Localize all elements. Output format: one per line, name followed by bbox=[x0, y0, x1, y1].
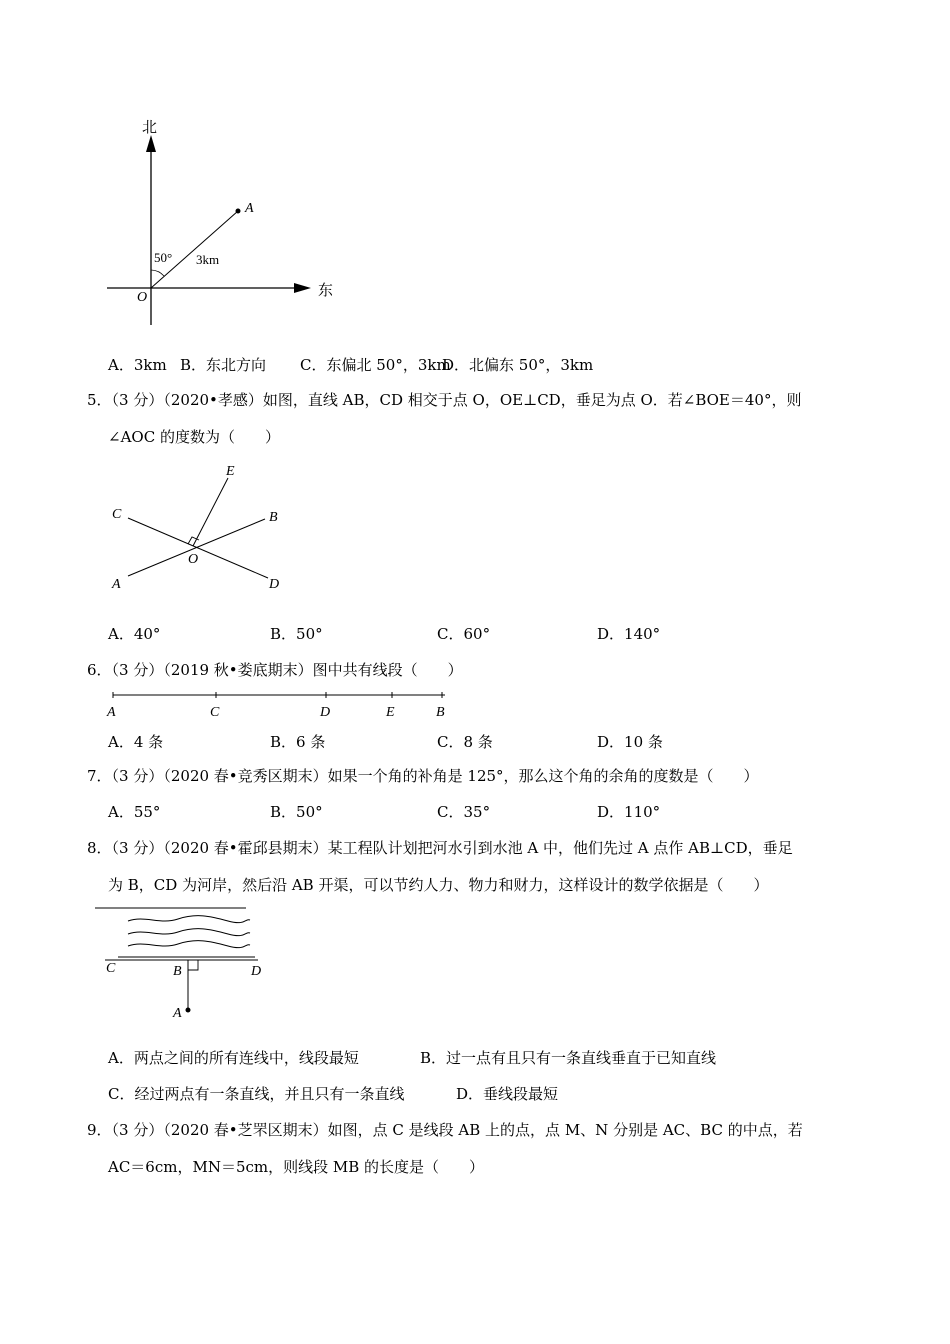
q6-stem: 6．（3 分）（2019 秋•娄底期末）图中共有线段（ ） bbox=[87, 661, 463, 679]
label-c: C bbox=[106, 961, 116, 976]
q5-option-d: D．140° bbox=[597, 625, 661, 643]
point-label: D bbox=[320, 705, 331, 720]
origin-label: O bbox=[137, 290, 148, 305]
q6-option-a: A．4 条 bbox=[108, 733, 164, 751]
angle-label: 50° bbox=[154, 250, 173, 265]
q9-stem-line2: AC＝6cm，MN＝5cm，则线段 MB 的长度是（ ） bbox=[108, 1158, 485, 1176]
q5-option-b: B．50° bbox=[270, 625, 323, 643]
q4-option-b: B．东北方向 bbox=[180, 356, 267, 374]
point-a-label: A bbox=[245, 201, 254, 216]
point-label: A bbox=[107, 705, 116, 720]
point-label: C bbox=[210, 705, 220, 720]
point-label: E bbox=[386, 705, 395, 720]
label-o: O bbox=[188, 552, 199, 567]
q7-option-c: C．35° bbox=[437, 803, 491, 821]
q5-stem-line1: 5．（3 分）（2020•孝感）如图，直线 AB，CD 相交于点 O，OE⊥CD，垂足为点 O．若∠BOE＝40°，则 bbox=[87, 391, 802, 409]
east-label: 东 bbox=[318, 281, 334, 299]
q5-option-a: A．40° bbox=[108, 625, 161, 643]
q8-option-c: C．经过两点有一条直线，并且只有一条直线 bbox=[108, 1085, 405, 1103]
q8-option-d: D．垂线段最短 bbox=[456, 1085, 559, 1103]
q4-option-a: A．3km bbox=[108, 356, 167, 374]
north-label: 北 bbox=[142, 118, 158, 136]
label-d: D bbox=[251, 964, 262, 979]
q8-option-b: B．过一点有且只有一条直线垂直于已知直线 bbox=[420, 1049, 717, 1067]
q4-option-d: D．北偏东 50°，3km bbox=[442, 356, 594, 374]
q8-stem-line1: 8．（3 分）（2020 春•霍邱县期末）某工程队计划把河水引到水池 A 中，他们先过 A 点作 AB⊥CD，垂足 bbox=[87, 839, 793, 857]
q7-option-a: A．55° bbox=[108, 803, 161, 821]
q7-stem: 7．（3 分）（2020 春•竞秀区期末）如果一个角的补角是 125°，那么这个角的余角的度数是（ ） bbox=[87, 767, 759, 785]
q6-option-d: D．10 条 bbox=[597, 733, 663, 751]
label-a: A bbox=[173, 1006, 182, 1021]
q5-option-c: C．60° bbox=[437, 625, 491, 643]
q6-option-c: C．8 条 bbox=[437, 733, 493, 751]
q5-stem-line2: ∠AOC 的度数为（ ） bbox=[108, 428, 280, 446]
q8-option-a: A．两点之间的所有连线中，线段最短 bbox=[108, 1049, 359, 1067]
q6-option-b: B．6 条 bbox=[270, 733, 326, 751]
q7-option-b: B．50° bbox=[270, 803, 323, 821]
q7-option-d: D．110° bbox=[597, 803, 661, 821]
q8-stem-line2: 为 B，CD 为河岸，然后沿 AB 开渠，可以节约人力、物力和财力，这样设计的数学依据是（ ） bbox=[108, 876, 769, 894]
label-b: B bbox=[173, 964, 182, 979]
point-label: B bbox=[436, 705, 445, 720]
distance-label: 3km bbox=[196, 252, 220, 267]
q9-stem-line1: 9．（3 分）（2020 春•芝罘区期末）如图，点 C 是线段 AB 上的点，点 M、N 分别是 AC、BC 的中点，若 bbox=[87, 1121, 803, 1139]
label-e: E bbox=[226, 464, 235, 479]
label-d: D bbox=[269, 577, 280, 592]
label-c: C bbox=[112, 507, 122, 522]
label-a: A bbox=[112, 577, 121, 592]
q4-option-c: C．东偏北 50°，3km bbox=[300, 356, 451, 374]
label-b: B bbox=[269, 510, 278, 525]
